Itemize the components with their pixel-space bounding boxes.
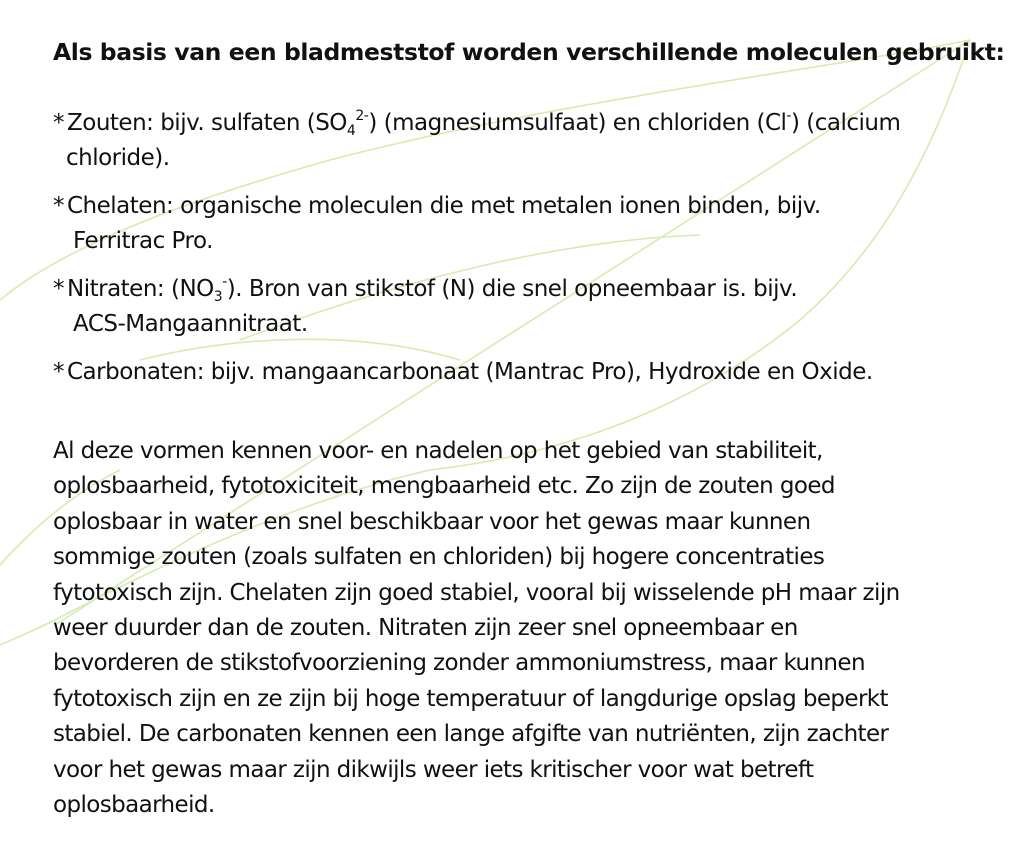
bullet-marker: * <box>53 276 64 302</box>
paragraph-line: oplosbaarheid. <box>53 792 215 819</box>
bullet-zouten-line1: Zouten: bijv. sulfaten $(SO_4^{2-})$ (magnesiumsulfaat) en chloriden (Cl-) (calcium <box>67 108 901 139</box>
paragraph-line: oplosbaarheid, fytotoxiciteit, mengbaarheid etc. Zo zijn de zouten goed <box>53 473 835 500</box>
superscript-2-minus: 2- <box>355 108 369 124</box>
superscript-minus: - <box>222 274 227 290</box>
subscript-3: 3 <box>213 289 223 305</box>
paragraph-line: fytotoxisch zijn en ze zijn bij hoge temperatuur of langdurige opslag beperkt <box>53 685 888 712</box>
paragraph-line: voor het gewas maar zijn dikwijls weer iets kritischer voor wat betreft <box>53 756 814 783</box>
bullet-nitraten-line1: Nitraten: $(NO_3^-)$. Bron van stikstof (N) die snel opneembaar is. bijv. <box>67 274 798 305</box>
bullet-carbonaten-line1: Carbonaten: bijv. mangaancarbonaat (Mantrac Pro), Hydroxide en Oxide. <box>67 359 873 385</box>
paragraph-line: fytotoxisch zijn. Chelaten zijn goed stabiel, vooral bij wisselende pH maar zijn <box>53 579 900 606</box>
document-heading: Als basis van een bladmeststof worden verschillende moleculen gebruikt: <box>53 38 1005 66</box>
bullet-chelaten-line2: Ferritrac Pro. <box>73 228 213 254</box>
bullet-chelaten <box>53 189 983 259</box>
bullet-chelaten-line1: Chelaten: organische moleculen die met metalen ionen binden, bijv. <box>67 193 821 219</box>
document-body <box>53 36 1005 823</box>
summary-paragraph <box>53 434 983 823</box>
subscript-4: 4 <box>346 123 356 139</box>
bullet-nitraten <box>53 272 983 342</box>
bullet-nitraten-line2: ACS-Mangaannitraat. <box>73 311 308 337</box>
paragraph-line: stabiel. De carbonaten kennen een lange afgifte van nutriënten, zijn zachter <box>53 721 889 748</box>
bullet-marker: * <box>53 359 64 385</box>
bullet-zouten-line2: chloride). <box>66 145 170 171</box>
paragraph-line: bevorderen de stikstofvoorziening zonder ammoniumstress, maar kunnen <box>53 650 865 677</box>
superscript-minus: - <box>786 108 791 124</box>
bullet-marker: * <box>53 110 64 136</box>
bullet-carbonaten <box>53 355 983 390</box>
paragraph-line: weer duurder dan de zouten. Nitraten zijn zeer snel opneembaar en <box>53 615 798 642</box>
bullet-zouten <box>53 106 983 176</box>
paragraph-line: oplosbaar in water en snel beschikbaar voor het gewas maar kunnen <box>53 508 811 535</box>
paragraph-line: sommige zouten (zoals sulfaten en chloriden) bij hogere concentraties <box>53 544 825 571</box>
paragraph-line: Al deze vormen kennen voor- en nadelen op het gebied van stabiliteit, <box>53 438 823 464</box>
bullet-marker: * <box>53 193 64 219</box>
